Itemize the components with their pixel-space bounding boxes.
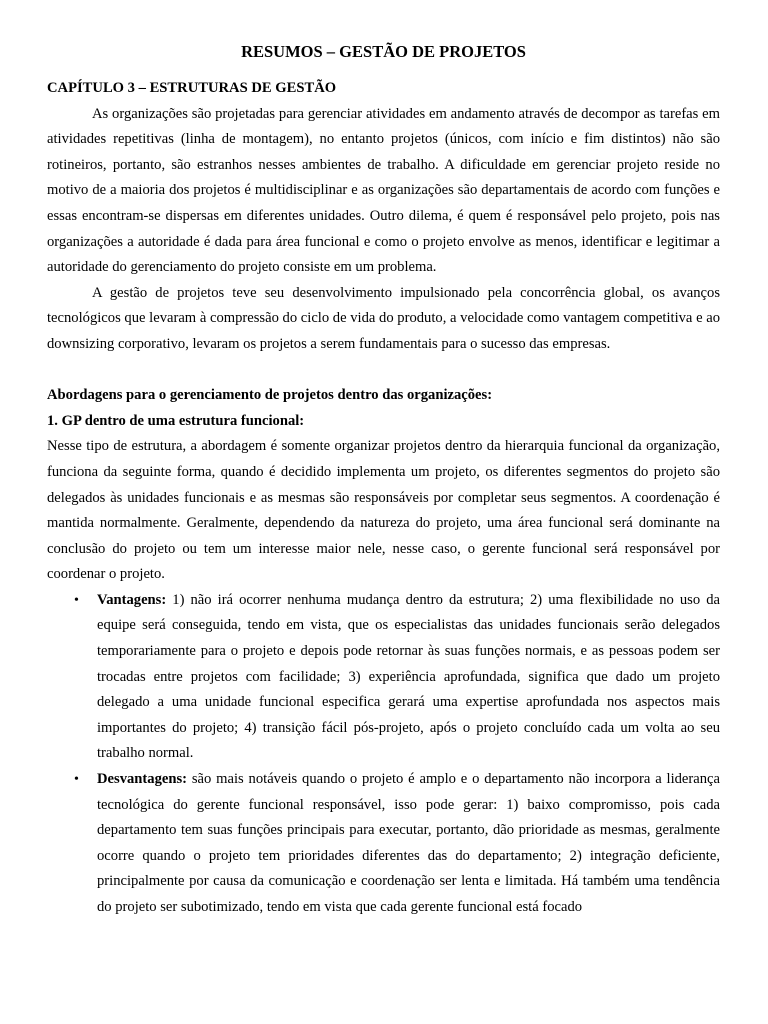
chapter-heading: CAPÍTULO 3 – ESTRUTURAS DE GESTÃO: [47, 80, 337, 96]
bullet-list: [47, 588, 720, 921]
subsection-heading: 1. GP dentro de uma estrutura funcional:: [47, 412, 305, 429]
bullet-text: são mais notáveis quando o projeto é amplo e o departamento não incorpora a liderança tecnológica do gerente funcional responsável, isso pode gerar: 1) baixo compromisso, pois cada departamento tem suas funções principais para executar, portanto, dão prioridade as mesmas, geralmente ocorre quando o projeto tem prioridades diferentes das do departamento; 2) integração deficiente, principalmente por causa da comunicação e coordenação ser lenta e limitada. Há também uma tendência do projeto ser subotimizado, tendo em vista que cada gerente funcional está focado: [97, 771, 720, 915]
spacer: [47, 358, 720, 384]
bullet-label: Desvantagens:: [97, 771, 187, 788]
list-item: [47, 767, 720, 921]
bullet-text: 1) não irá ocorrer nenhuma mudança dentro da estrutura; 2) uma flexibilidade no uso da equipe será conseguida, tendo em vista, que os especialistas das unidades funcionais serão delegados temporariamente para o projeto e depois pode retornar às suas funções normais, e as pessoas podem ser trocadas entre projetos com facilidade; 3) experiência aprofundada, significa que dado um projeto delegado a uma unidade funcional especifica gerará uma expertise aprofundada nos aspectos mais importantes do projeto; 4) transição fácil pós-projeto, após o projeto concluído cada um volta ao seu trabalho normal.: [97, 591, 720, 762]
paragraph-1: As organizações são projetadas para gerenciar atividades em andamento através de decompor as tarefas em atividades repetitivas (linha de montagem), no entanto projetos (únicos, com início e fim distintos) não são rotineiros, portanto, são estranhos nesses ambientes de trabalho. A dificuldade em gerenciar projeto reside no motivo de a maioria dos projetos é multidisciplinar e as organizações são departamentais de acordo com funções e essas encontram-se dispersas em diferentes unidades. Outro dilema, é quem é responsável pelo projeto, pois nas organizações a autoridade é dada para área funcional e como o projeto envolve as menos, identificar e legitimar a autoridade do gerenciamento do projeto consiste em um problema.: [47, 105, 720, 276]
subsection-paragraph: Nesse tipo de estrutura, a abordagem é somente organizar projetos dentro da hierarquia funcional da organização, funciona da seguinte forma, quando é decidido implementa um projeto, os diferentes segmentos do projeto são delegados às unidades funcionais e as mesmas são responsáveis por completar seus segmentos. A coordenação é mantida normalmente. Geralmente, dependendo da natureza do projeto, uma área funcional será dominante na conclusão do projeto ou tem um interesse maior nele, nesse caso, o gerente funcional será responsável por coordenar o projeto.: [47, 438, 720, 583]
section-heading: Abordagens para o gerenciamento de projetos dentro das organizações:: [47, 387, 493, 404]
list-item: [47, 588, 720, 767]
bullet-label: Vantagens:: [97, 591, 167, 608]
bullet-icon: •: [74, 592, 79, 608]
page-title: RESUMOS – GESTÃO DE PROJETOS: [241, 42, 526, 61]
paragraph-2: A gestão de projetos teve seu desenvolvimento impulsionado pela concorrência global, os avanços tecnológicos que levaram à compressão do ciclo de vida do produto, a velocidade como vantagem competitiva e ao downsizing corporativo, levaram os projetos a serem fundamentais para o sucesso das empresas.: [47, 284, 720, 352]
bullet-icon: •: [74, 772, 79, 788]
